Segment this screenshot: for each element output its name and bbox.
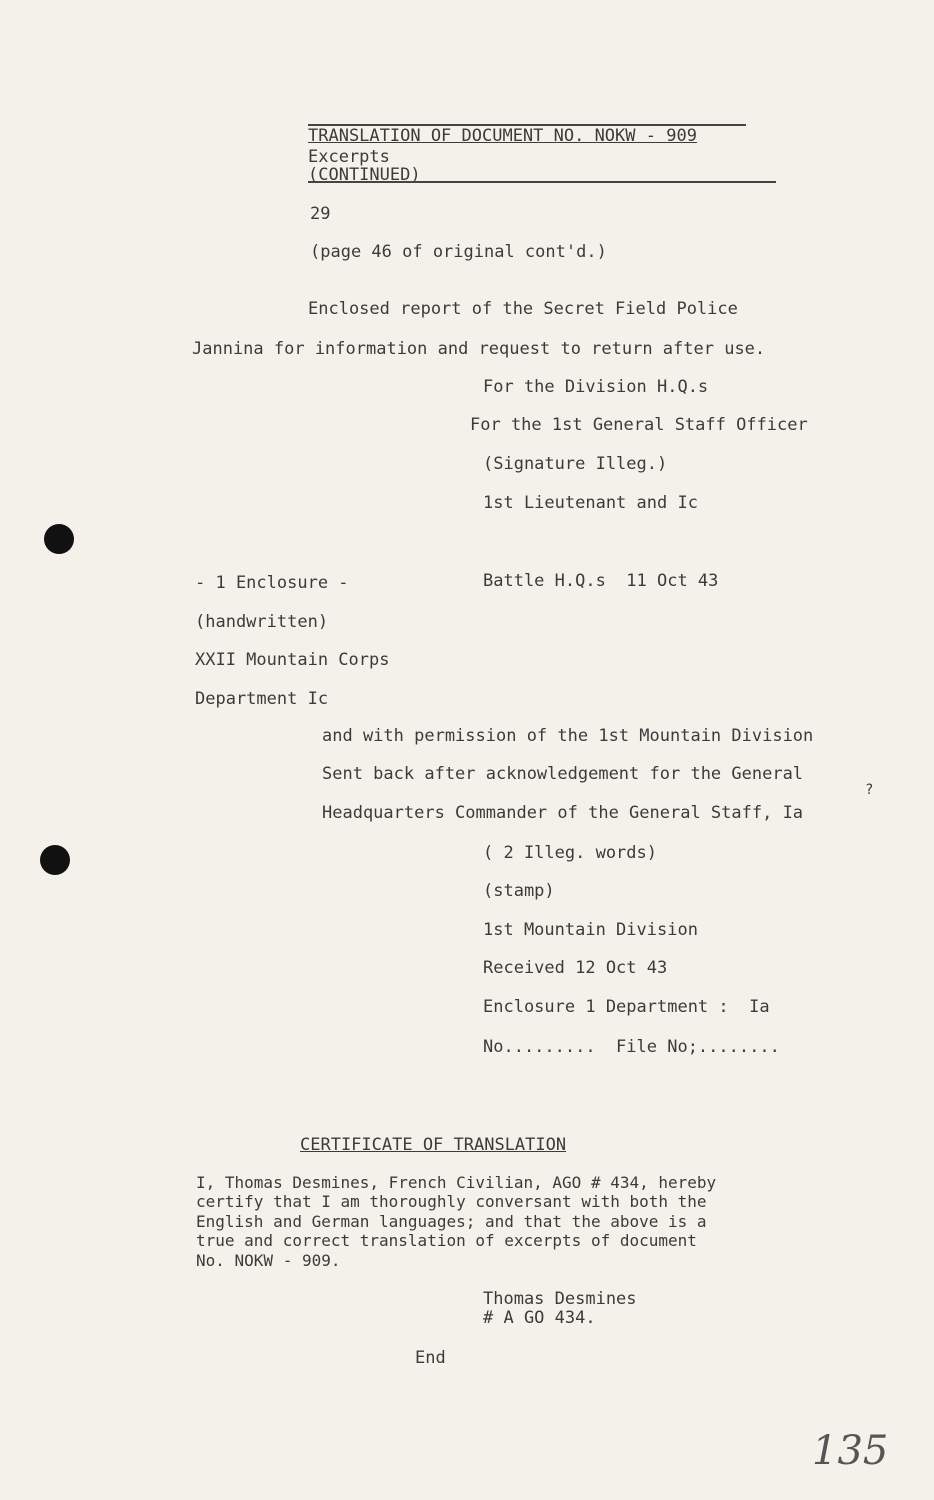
document-title: TRANSLATION OF DOCUMENT NO. NOKW - 909 [308, 126, 697, 146]
enclosure-label: - 1 Enclosure - [195, 573, 349, 593]
question-mark: ? [865, 782, 874, 798]
certificate-line-1: I, Thomas Desmines, French Civilian, AGO # 434, hereby [196, 1173, 717, 1192]
handwritten-line-2: Sent back after acknowledgement for the General [322, 764, 804, 784]
continued-label: (CONTINUED) [308, 165, 421, 185]
item-number: 29 [310, 204, 331, 224]
page-note: (page 46 of original cont'd.) [310, 242, 607, 262]
end-label: End [415, 1348, 446, 1368]
signature-line-1: For the Division H.Q.s [483, 377, 709, 397]
signature-line-3: (Signature Illeg.) [483, 454, 668, 474]
signature-line-2: For the 1st General Staff Officer [470, 415, 808, 435]
punch-hole-bottom [40, 845, 70, 875]
stamp-line-3: Enclosure 1 Department : Ia [483, 997, 770, 1017]
handwritten-page-number: 135 [812, 1428, 889, 1474]
certificate-title: CERTIFICATE OF TRANSLATION [300, 1135, 567, 1155]
stamp-line-1: 1st Mountain Division [483, 920, 698, 940]
stamp-label: (stamp) [483, 881, 555, 901]
illegible-words: ( 2 Illeg. words) [483, 843, 657, 863]
certificate-line-4: true and correct translation of excerpts of document [196, 1231, 697, 1250]
signature-line-4: 1st Lieutenant and Ic [483, 493, 698, 513]
corps-label: XXII Mountain Corps [195, 650, 390, 670]
certificate-line-3: English and German languages; and that the above is a [196, 1212, 707, 1231]
body-line-1: Enclosed report of the Secret Field Police [308, 299, 738, 319]
department-label: Department Ic [195, 689, 329, 709]
excerpts-label: Excerpts [308, 147, 390, 167]
certificate-line-5: No. NOKW - 909. [196, 1251, 341, 1270]
translator-name: Thomas Desmines [483, 1289, 637, 1309]
stamp-line-2: Received 12 Oct 43 [483, 958, 668, 978]
stamp-line-4: No......... File No;........ [483, 1037, 780, 1057]
header-rule-bottom [308, 181, 776, 183]
body-line-2: Jannina for information and request to return after use. [192, 339, 766, 359]
handwritten-label: (handwritten) [195, 612, 329, 632]
handwritten-line-1: and with permission of the 1st Mountain Division [322, 726, 814, 746]
handwritten-line-3: Headquarters Commander of the General Staff, Ia [322, 803, 804, 823]
punch-hole-top [44, 524, 74, 554]
translator-number: # A GO 434. [483, 1308, 596, 1328]
certificate-line-2: certify that I am thoroughly conversant with both the [196, 1192, 707, 1211]
battle-hq-date: Battle H.Q.s 11 Oct 43 [483, 571, 719, 591]
